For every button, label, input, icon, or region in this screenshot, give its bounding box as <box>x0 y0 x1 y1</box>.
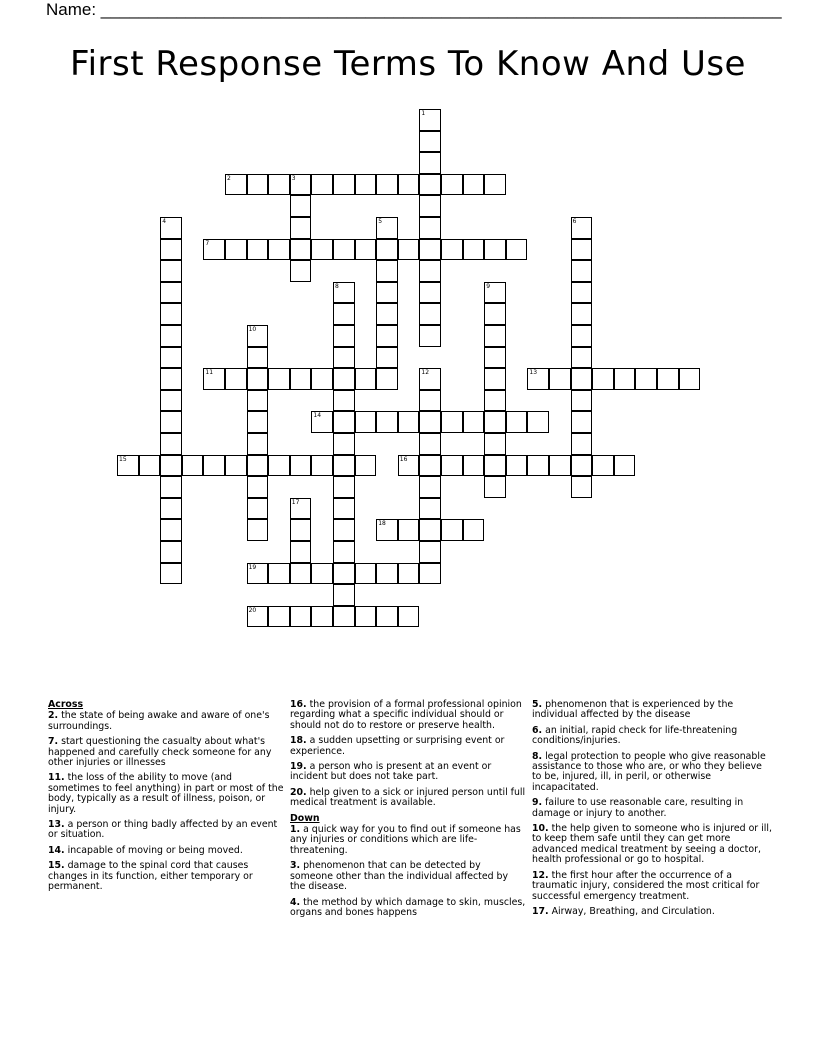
clues-column-3 <box>532 700 772 922</box>
grid-cell[interactable] <box>484 368 506 390</box>
clue-number: 9. <box>532 797 543 809</box>
grid-cell[interactable] <box>376 606 398 628</box>
grid-cell[interactable] <box>311 455 333 477</box>
grid-cell[interactable] <box>160 455 182 477</box>
grid-cell[interactable] <box>484 282 506 304</box>
clue-across-20 <box>290 788 526 809</box>
clue-across-13 <box>48 820 284 841</box>
clue-number-label: 11 <box>205 369 214 377</box>
clue-text: a person or thing badly affected by an event or situation. <box>48 819 278 841</box>
grid-cell[interactable] <box>419 498 441 520</box>
clue-number: 4. <box>290 896 301 908</box>
grid-cell[interactable] <box>290 174 312 196</box>
grid-cell[interactable] <box>571 303 593 325</box>
grid-cell[interactable] <box>290 260 312 282</box>
clue-across-11 <box>48 773 284 815</box>
grid-cell[interactable] <box>139 455 161 477</box>
grid-cell[interactable] <box>571 282 593 304</box>
grid-cell[interactable] <box>376 563 398 585</box>
grid-cell[interactable] <box>290 195 312 217</box>
grid-cell[interactable] <box>182 455 204 477</box>
grid-cell[interactable] <box>203 368 225 390</box>
grid-cell[interactable] <box>398 239 420 261</box>
grid-cell[interactable] <box>419 152 441 174</box>
grid-cell[interactable] <box>247 455 269 477</box>
clue-text: phenomenon that is experienced by the individual affected by the disease <box>532 699 734 721</box>
grid-cell[interactable] <box>571 433 593 455</box>
clue-down-12 <box>532 871 772 902</box>
grid-cell[interactable] <box>571 347 593 369</box>
grid-cell[interactable] <box>419 282 441 304</box>
grid-cell[interactable] <box>225 368 247 390</box>
grid-cell[interactable] <box>484 476 506 498</box>
grid-cell[interactable] <box>484 433 506 455</box>
clue-down-1 <box>290 825 526 856</box>
grid-cell[interactable] <box>441 455 463 477</box>
grid-cell[interactable] <box>441 239 463 261</box>
clue-number: 2. <box>48 710 59 722</box>
clue-number: 18. <box>290 735 307 747</box>
grid-cell[interactable] <box>160 260 182 282</box>
grid-cell[interactable] <box>247 347 269 369</box>
clue-text: failure to use reasonable care, resulting in damage or injury to another. <box>532 797 744 819</box>
grid-cell[interactable] <box>376 260 398 282</box>
grid-cell[interactable] <box>160 519 182 541</box>
clue-number-label: 19 <box>248 563 257 571</box>
clue-number-label: 13 <box>529 369 538 377</box>
grid-cell[interactable] <box>441 411 463 433</box>
clue-down-5 <box>532 700 772 721</box>
grid-cell[interactable] <box>419 433 441 455</box>
clue-text: the first hour after the occurrence of a traumatic injury, considered the most critical for successful emergency treatment. <box>532 869 760 902</box>
grid-cell[interactable] <box>160 325 182 347</box>
clue-down-3 <box>290 861 526 892</box>
clue-text: incapable of moving or being moved. <box>67 844 243 856</box>
clue-text: the state of being awake and aware of one's surroundings. <box>48 710 270 732</box>
clue-number: 3. <box>290 860 301 872</box>
clue-number: 8. <box>532 750 543 762</box>
clue-number-label: 15 <box>119 455 127 463</box>
grid-cell[interactable] <box>376 519 398 541</box>
clue-number: 15. <box>48 860 65 872</box>
grid-cell[interactable] <box>398 411 420 433</box>
clue-text: an initial, rapid check for life-threatening conditions/injuries. <box>532 724 738 747</box>
grid-cell[interactable] <box>333 325 355 347</box>
grid-cell[interactable] <box>484 347 506 369</box>
grid-cell[interactable] <box>311 563 333 585</box>
grid-cell[interactable] <box>333 563 355 585</box>
grid-cell[interactable] <box>592 368 614 390</box>
clue-number: 19. <box>290 761 307 773</box>
grid-cell[interactable] <box>419 541 441 563</box>
grid-cell[interactable] <box>484 239 506 261</box>
grid-cell[interactable] <box>571 239 593 261</box>
grid-cell[interactable] <box>160 217 182 239</box>
grid-cell[interactable] <box>592 455 614 477</box>
clue-text: the loss of the ability to move (and sometimes to feel anything) in part or most of the body, typically as a result of illness, poison, or injury. <box>48 772 284 815</box>
grid-cell[interactable] <box>290 455 312 477</box>
clue-number-label: 3 <box>291 174 296 182</box>
page-title: First Response Terms To Know And Use <box>70 44 746 84</box>
clue-text: legal protection to people who give reasonable assistance to those who are, or who they believe to be, injured, ill, in peril, or otherwise incapacitated. <box>532 750 766 793</box>
grid-cell[interactable] <box>419 109 441 131</box>
grid-cell[interactable] <box>376 239 398 261</box>
clue-down-9 <box>532 798 772 819</box>
grid-cell[interactable] <box>333 584 355 606</box>
clue-across-16 <box>290 700 526 731</box>
grid-cell[interactable] <box>419 519 441 541</box>
grid-cell[interactable] <box>268 606 290 628</box>
grid-cell[interactable] <box>419 174 441 196</box>
clue-text: a sudden upsetting or surprising event or experience. <box>290 735 505 757</box>
clue-number-label: 4 <box>162 218 167 225</box>
grid-cell[interactable] <box>225 239 247 261</box>
grid-cell[interactable] <box>247 174 269 196</box>
clue-number-label: 8 <box>335 282 339 290</box>
grid-cell[interactable] <box>571 455 593 477</box>
grid-cell[interactable] <box>311 174 333 196</box>
clue-number-label: 6 <box>572 218 577 225</box>
grid-cell[interactable] <box>549 455 571 477</box>
clue-down-6 <box>532 726 772 747</box>
grid-cell[interactable] <box>247 433 269 455</box>
grid-cell[interactable] <box>355 411 377 433</box>
grid-cell[interactable] <box>571 217 593 239</box>
grid-cell[interactable] <box>247 519 269 541</box>
grid-cell[interactable] <box>160 563 182 585</box>
grid-cell[interactable] <box>247 606 269 628</box>
grid-cell[interactable] <box>333 606 355 628</box>
grid-cell[interactable] <box>268 563 290 585</box>
grid-cell[interactable] <box>398 455 420 477</box>
clue-across-15 <box>48 861 284 892</box>
grid-cell[interactable] <box>679 368 701 390</box>
clue-down-4 <box>290 898 526 919</box>
grid-cell[interactable] <box>290 239 312 261</box>
grid-cell[interactable] <box>376 174 398 196</box>
grid-cell[interactable] <box>419 239 441 261</box>
grid-cell[interactable] <box>333 541 355 563</box>
grid-cell[interactable] <box>571 476 593 498</box>
clue-text: a person who is present at an event or incident but does not take part. <box>290 761 492 783</box>
grid-cell[interactable] <box>290 368 312 390</box>
grid-cell[interactable] <box>311 239 333 261</box>
grid-cell[interactable] <box>419 455 441 477</box>
grid-cell[interactable] <box>247 563 269 585</box>
grid-cell[interactable] <box>484 455 506 477</box>
grid-cell[interactable] <box>225 455 247 477</box>
grid-cell[interactable] <box>160 411 182 433</box>
clue-down-17 <box>532 907 772 917</box>
clue-number-label: 20 <box>248 606 257 614</box>
grid-cell[interactable] <box>333 303 355 325</box>
name-field-label[interactable]: Name: ________________________________________________________________________ <box>46 0 782 19</box>
clues-column-1 <box>48 700 284 898</box>
clue-text: help given to a sick or injured person until full medical treatment is available. <box>290 786 526 809</box>
grid-cell[interactable] <box>484 390 506 412</box>
grid-cell[interactable] <box>527 368 549 390</box>
grid-cell[interactable] <box>160 433 182 455</box>
grid-cell[interactable] <box>247 498 269 520</box>
clue-number-label: 2 <box>227 174 231 182</box>
grid-cell[interactable] <box>419 368 441 390</box>
grid-cell[interactable] <box>463 239 485 261</box>
grid-cell[interactable] <box>484 174 506 196</box>
clue-across-19 <box>290 762 526 783</box>
clue-text: phenomenon that can be detected by someone other than the individual affected by the disease. <box>290 860 509 893</box>
clue-number: 14. <box>48 844 65 856</box>
clue-number: 7. <box>48 736 59 748</box>
grid-cell[interactable] <box>376 325 398 347</box>
grid-cell[interactable] <box>247 325 269 347</box>
grid-cell[interactable] <box>290 563 312 585</box>
grid-cell[interactable] <box>527 455 549 477</box>
grid-cell[interactable] <box>484 411 506 433</box>
grid-cell[interactable] <box>419 325 441 347</box>
grid-cell[interactable] <box>398 606 420 628</box>
grid-cell[interactable] <box>571 368 593 390</box>
grid-cell[interactable] <box>463 519 485 541</box>
clue-text: the help given to someone who is injured or ill, to keep them safe until they can get more advanced medical treatment by seeing a doctor, health professional or go to hospital. <box>532 823 772 866</box>
grid-cell[interactable] <box>333 433 355 455</box>
grid-cell[interactable] <box>398 563 420 585</box>
clue-text: Airway, Breathing, and Circulation. <box>551 905 715 917</box>
clue-text: start questioning the casualty about what's happened and carefully check someone for any other injuries or illnesses <box>48 736 272 769</box>
grid-cell[interactable] <box>419 476 441 498</box>
grid-cell[interactable] <box>355 239 377 261</box>
grid-cell[interactable] <box>311 411 333 433</box>
grid-cell[interactable] <box>290 519 312 541</box>
grid-cell[interactable] <box>355 563 377 585</box>
grid-cell[interactable] <box>419 563 441 585</box>
grid-cell[interactable] <box>333 174 355 196</box>
grid-cell[interactable] <box>203 239 225 261</box>
grid-cell[interactable] <box>571 390 593 412</box>
clues-column-2 <box>290 700 526 923</box>
grid-cell[interactable] <box>160 368 182 390</box>
down-heading: Down <box>290 812 320 824</box>
grid-cell[interactable] <box>571 325 593 347</box>
clue-across-2 <box>48 711 284 732</box>
grid-cell[interactable] <box>268 368 290 390</box>
grid-cell[interactable] <box>160 347 182 369</box>
grid-cell[interactable] <box>527 411 549 433</box>
grid-cell[interactable] <box>419 303 441 325</box>
grid-cell[interactable] <box>441 519 463 541</box>
grid-cell[interactable] <box>355 455 377 477</box>
grid-cell[interactable] <box>419 260 441 282</box>
grid-cell[interactable] <box>333 368 355 390</box>
grid-cell[interactable] <box>117 455 139 477</box>
clue-across-14 <box>48 846 284 856</box>
grid-cell[interactable] <box>333 411 355 433</box>
grid-cell[interactable] <box>419 217 441 239</box>
grid-cell[interactable] <box>419 131 441 153</box>
grid-cell[interactable] <box>333 282 355 304</box>
grid-cell[interactable] <box>398 519 420 541</box>
clue-number: 10. <box>532 823 549 835</box>
grid-cell[interactable] <box>376 347 398 369</box>
clue-text: the method by which damage to skin, muscles, organs and bones happens <box>290 896 526 918</box>
clue-down-10 <box>532 824 772 866</box>
grid-cell[interactable] <box>419 390 441 412</box>
grid-cell[interactable] <box>376 303 398 325</box>
clue-number: 11. <box>48 772 65 784</box>
clue-number-label: 7 <box>205 239 210 247</box>
grid-cell[interactable] <box>333 390 355 412</box>
clue-number-label: 5 <box>378 218 383 225</box>
clue-number: 6. <box>532 724 543 736</box>
grid-cell[interactable] <box>333 519 355 541</box>
grid-cell[interactable] <box>333 455 355 477</box>
grid-cell[interactable] <box>268 174 290 196</box>
grid-cell[interactable] <box>160 303 182 325</box>
grid-cell[interactable] <box>333 498 355 520</box>
grid-cell[interactable] <box>311 368 333 390</box>
grid-cell[interactable] <box>160 390 182 412</box>
grid-cell[interactable] <box>376 217 398 239</box>
grid-cell[interactable] <box>290 606 312 628</box>
grid-cell[interactable] <box>614 455 636 477</box>
grid-cell[interactable] <box>463 455 485 477</box>
clue-number-label: 18 <box>378 520 386 528</box>
grid-cell[interactable] <box>225 174 247 196</box>
grid-cell[interactable] <box>355 174 377 196</box>
grid-cell[interactable] <box>160 541 182 563</box>
clue-text: a quick way for you to find out if someone has any injuries or conditions which are life-threatening. <box>290 824 521 856</box>
grid-cell[interactable] <box>247 368 269 390</box>
grid-cell[interactable] <box>506 455 528 477</box>
grid-cell[interactable] <box>355 606 377 628</box>
grid-cell[interactable] <box>376 282 398 304</box>
grid-cell[interactable] <box>311 606 333 628</box>
clue-number-label: 1 <box>421 110 426 117</box>
grid-cell[interactable] <box>635 368 657 390</box>
clue-number: 12. <box>532 869 549 881</box>
grid-cell[interactable] <box>290 217 312 239</box>
grid-cell[interactable] <box>506 239 528 261</box>
grid-cell[interactable] <box>571 411 593 433</box>
grid-cell[interactable] <box>160 476 182 498</box>
clue-text: the provision of a formal professional opinion regarding what a specific individual should or should not do to restore or preserve health. <box>290 699 522 731</box>
clue-number-label: 9 <box>486 282 491 290</box>
grid-cell[interactable] <box>463 174 485 196</box>
clue-number-label: 16 <box>399 455 408 463</box>
grid-cell[interactable] <box>203 455 225 477</box>
grid-cell[interactable] <box>376 411 398 433</box>
grid-cell[interactable] <box>571 260 593 282</box>
grid-cell[interactable] <box>333 239 355 261</box>
grid-cell[interactable] <box>247 239 269 261</box>
grid-cell[interactable] <box>657 368 679 390</box>
grid-cell[interactable] <box>247 390 269 412</box>
clue-number: 16. <box>290 699 307 710</box>
grid-cell[interactable] <box>333 347 355 369</box>
clue-down-8 <box>532 752 772 794</box>
grid-cell[interactable] <box>506 411 528 433</box>
grid-cell[interactable] <box>398 174 420 196</box>
grid-cell[interactable] <box>419 411 441 433</box>
clue-across-18 <box>290 736 526 757</box>
clue-text: damage to the spinal cord that causes changes in its function, either temporary or permanent. <box>48 860 253 893</box>
grid-cell[interactable] <box>355 368 377 390</box>
grid-cell[interactable] <box>290 541 312 563</box>
grid-cell[interactable] <box>376 368 398 390</box>
clue-number: 5. <box>532 699 543 710</box>
grid-cell[interactable] <box>419 195 441 217</box>
grid-cell[interactable] <box>268 455 290 477</box>
clue-number-label: 12 <box>421 369 430 377</box>
grid-cell[interactable] <box>247 411 269 433</box>
grid-cell[interactable] <box>614 368 636 390</box>
across-heading: Across <box>48 699 84 710</box>
grid-cell[interactable] <box>290 498 312 520</box>
clue-number: 1. <box>290 824 301 836</box>
grid-cell[interactable] <box>484 303 506 325</box>
clue-number: 17. <box>532 905 549 917</box>
grid-cell[interactable] <box>333 476 355 498</box>
clue-number-label: 14 <box>313 412 322 420</box>
grid-cell[interactable] <box>160 498 182 520</box>
grid-cell[interactable] <box>160 239 182 261</box>
clue-number: 13. <box>48 819 65 831</box>
grid-cell[interactable] <box>268 239 290 261</box>
grid-cell[interactable] <box>247 476 269 498</box>
grid-cell[interactable] <box>484 325 506 347</box>
grid-cell[interactable] <box>549 368 571 390</box>
clue-number-label: 17 <box>291 498 300 506</box>
grid-cell[interactable] <box>441 174 463 196</box>
clue-number-label: 10 <box>248 326 257 333</box>
grid-cell[interactable] <box>463 411 485 433</box>
grid-cell[interactable] <box>160 282 182 304</box>
clue-across-7 <box>48 737 284 768</box>
clue-number: 20. <box>290 786 307 798</box>
